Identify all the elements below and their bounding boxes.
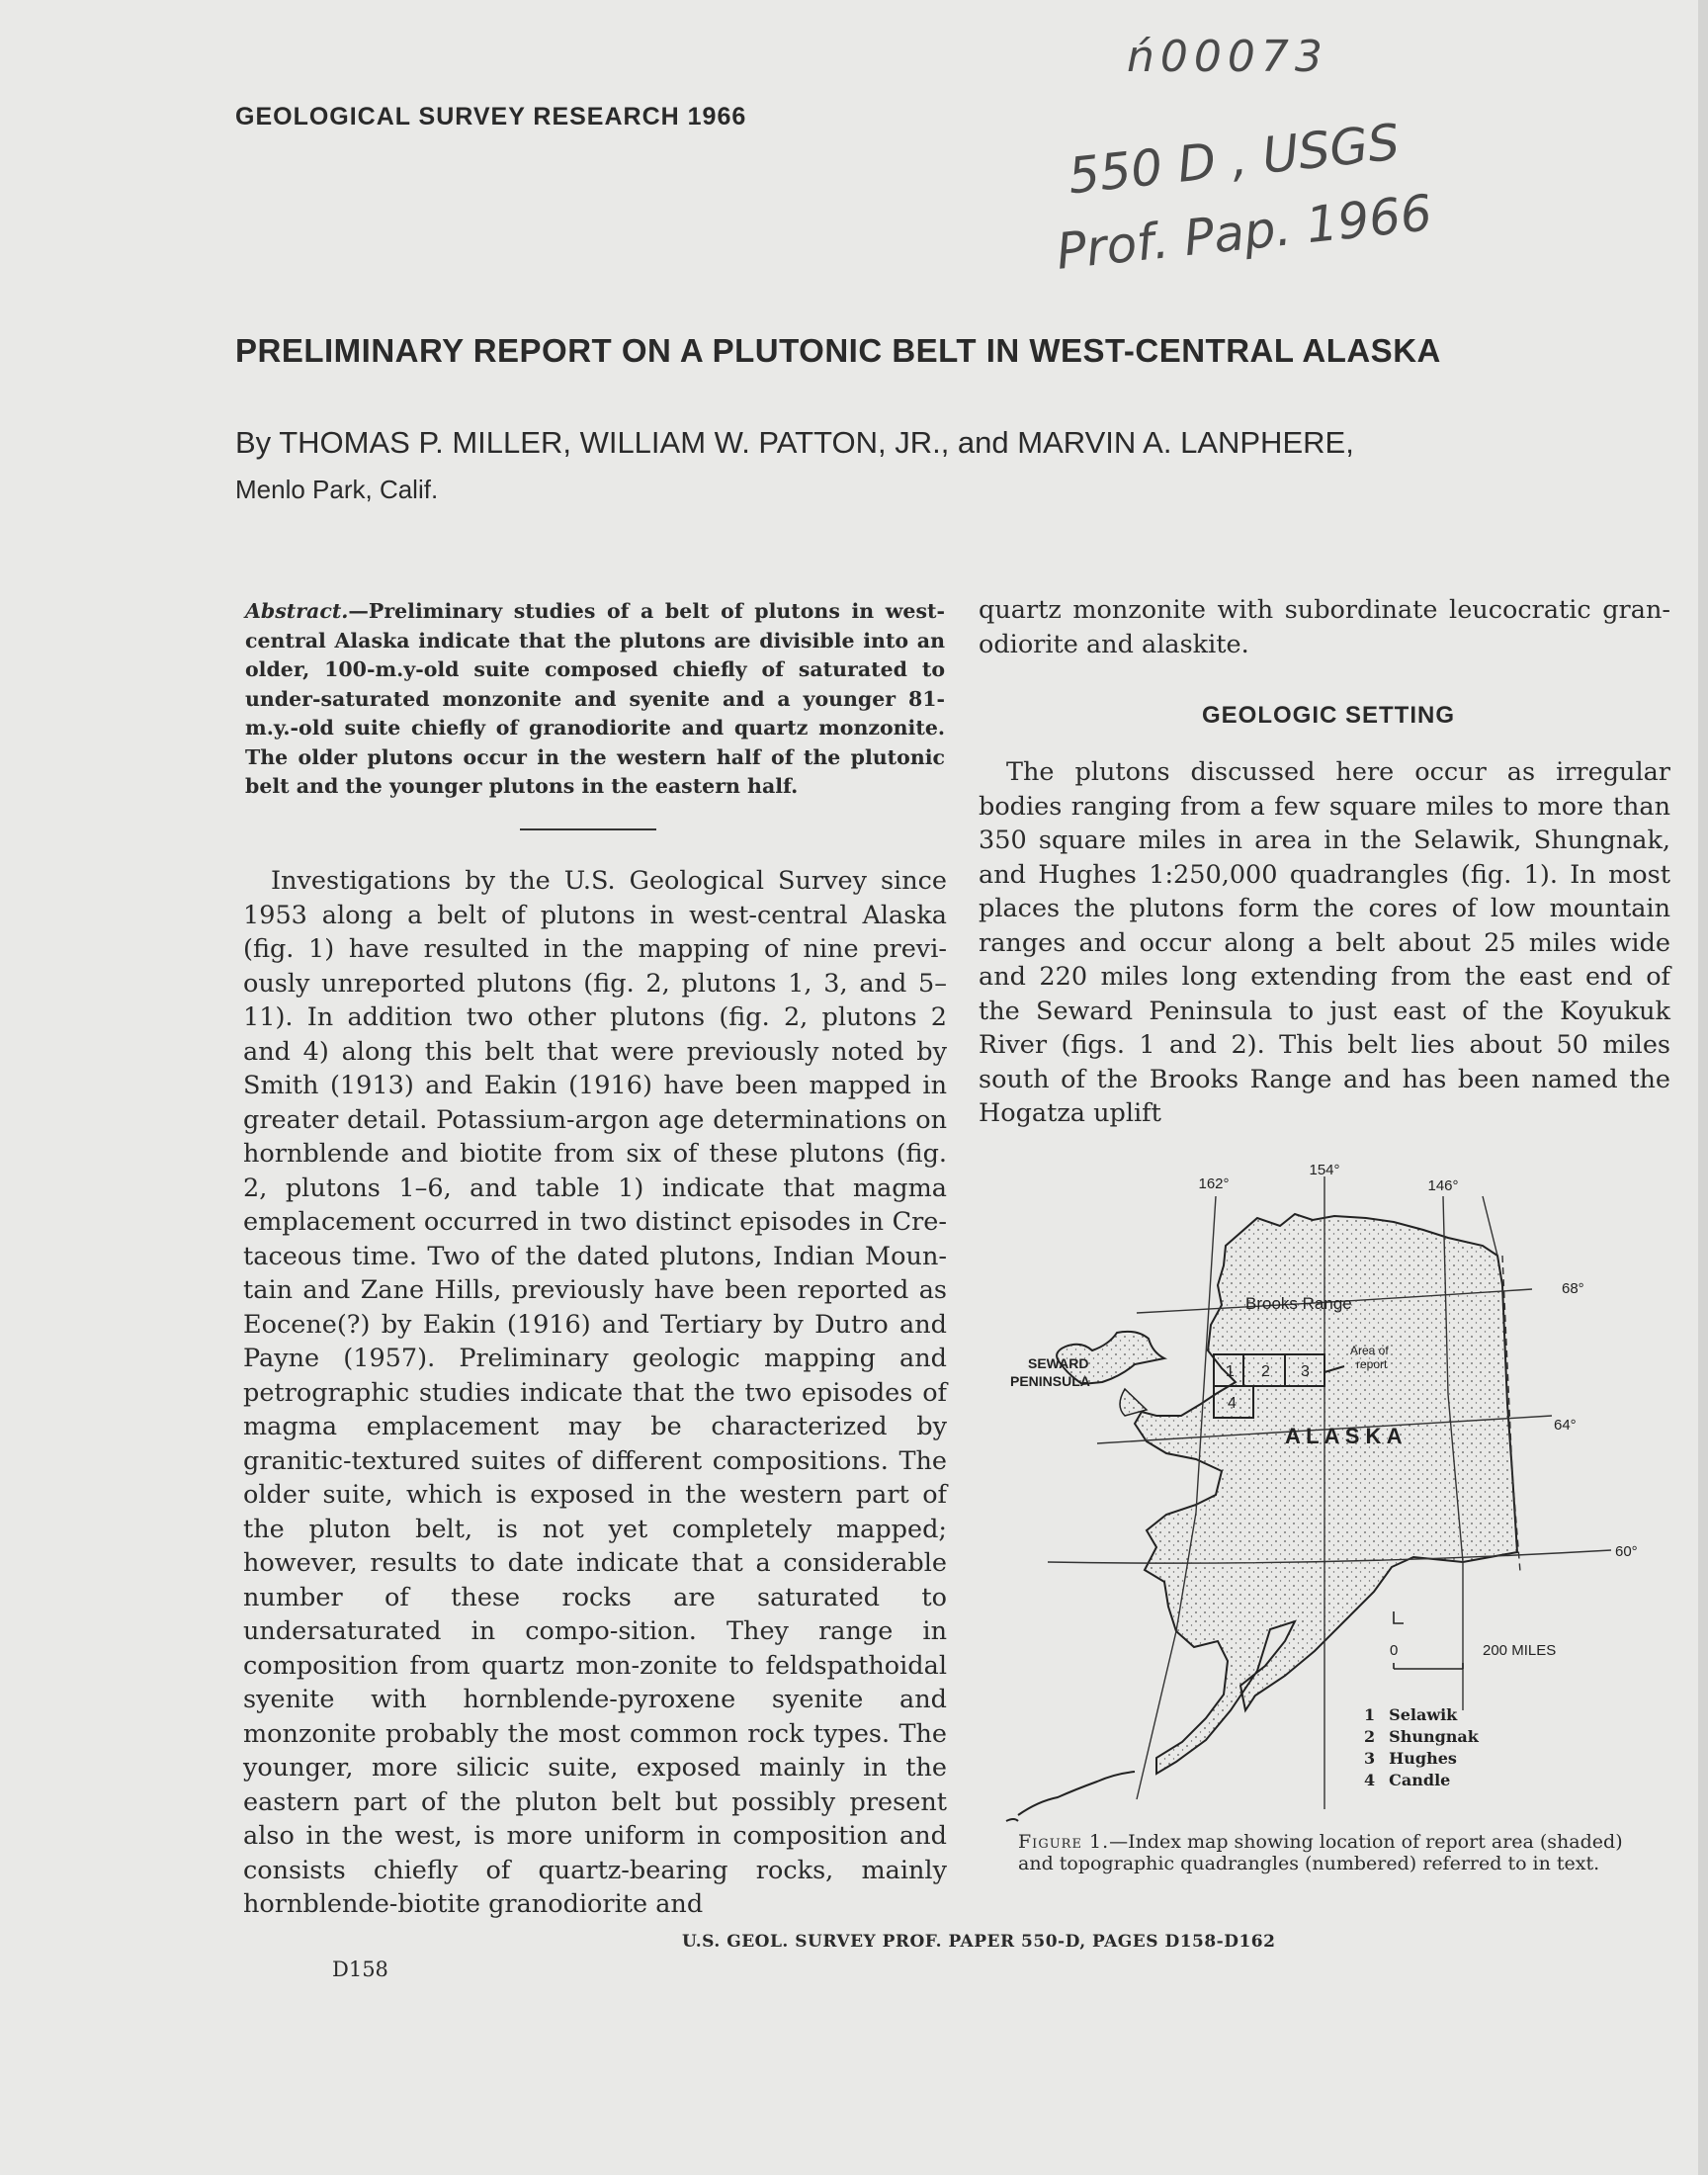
legend-name: Candle: [1389, 1771, 1451, 1789]
legend-item: [1364, 1749, 1457, 1768]
scale-bar: [1394, 1611, 1463, 1669]
series-header: GEOLOGICAL SURVEY RESEARCH 1966: [235, 103, 747, 130]
quad-2: 2: [1261, 1363, 1270, 1380]
legend-num: 1: [1364, 1705, 1376, 1724]
area-label-1: Area of: [1350, 1344, 1389, 1357]
legend-num: 4: [1364, 1771, 1376, 1789]
legend-name: Hughes: [1389, 1749, 1457, 1768]
page-number: D158: [332, 1958, 388, 1981]
brooks-range-label: Brooks Range: [1245, 1294, 1352, 1313]
figure-caption: [1018, 1831, 1651, 1874]
legend-item: [1364, 1705, 1458, 1724]
seward-label-1: SEWARD: [1028, 1355, 1089, 1371]
scale-label: 200 MILES: [1483, 1642, 1557, 1659]
section-divider: [520, 828, 656, 830]
author-affiliation: Menlo Park, Calif.: [235, 475, 439, 504]
quad-1: 1: [1226, 1363, 1235, 1380]
legend-num: 2: [1364, 1727, 1376, 1746]
body-column-right: The plutons discussed here occur as irregular bodies ranging from a few square miles to more than 350 square miles in area in the Selawik, Shungnak, and Hughes 1:250,000 quadrangles (fig. 1). In most places the plutons form the cores of low mountain ranges and occur along a belt about 25 miles wide and 220 miles long extending from the east end of the Seward Peninsula to just east of the Koyukuk River (figs. 1 and 2). This belt lies about 50 miles south of the Brooks Range and has been named the Hogatza uplift: [979, 757, 1670, 1128]
handwritten-number: ń00073: [1127, 32, 1328, 82]
lat-label-68: 68°: [1562, 1280, 1584, 1297]
scan-edge: [1698, 0, 1708, 2175]
lon-label-162: 162°: [1198, 1175, 1230, 1192]
citation-footer: U.S. GEOL. SURVEY PROF. PAPER 550-D, PAGES D158-D162: [682, 1932, 1276, 1952]
abstract-text: —Preliminary studies of a belt of plutons in west-central Alaska indicate that the plutons are divisible into an older, 100-m.y-old suite composed chiefly of saturated to under-saturated monzonite and syenite and a younger 81-m.y.-old suite chiefly of granodiorite and quartz monzonite. The older plutons occur in the western half of the plutonic belt and the younger plutons in the eastern half.: [245, 599, 945, 798]
caption-label: Figure 1.: [1018, 1831, 1110, 1853]
legend: [1364, 1705, 1480, 1789]
index-map: [998, 1157, 1670, 1829]
quad-4: 4: [1228, 1395, 1237, 1412]
area-label-2: report: [1356, 1357, 1388, 1371]
section-heading: GEOLOGIC SETTING: [1201, 702, 1455, 729]
caption-text: —Index map showing location of report area (shaded) and topographic quadrangles (numbered) referred to in text.: [1018, 1831, 1623, 1874]
article-authors: By THOMAS P. MILLER, WILLIAM W. PATTON, JR., and MARVIN A. LANPHERE,: [235, 425, 1354, 460]
legend-name: Shungnak: [1389, 1727, 1479, 1746]
lon-label-154: 154°: [1309, 1162, 1340, 1178]
article-title: PRELIMINARY REPORT ON A PLUTONIC BELT IN WEST-CENTRAL ALASKA: [235, 332, 1441, 369]
legend-num: 3: [1364, 1749, 1376, 1768]
handwritten-note-line2: Prof. Pap. 1966: [1054, 184, 1435, 281]
abstract-label: Abstract.: [245, 599, 349, 623]
lat-label-64: 64°: [1554, 1417, 1577, 1434]
body-column-left: Investigations by the U.S. Geological Survey since 1953 along a belt of plutons in west-central Alaska (fig. 1) have resulted in the mapping of nine previ-ously unreported plutons (fig. 2, plutons 1, 3, and 5–11). In addition two other plutons (fig. 2, plutons 2 and 4) along this belt that were previously noted by Smith (1913) and Eakin (1916) have been mapped in greater detail. Potassium-argon age determinations on hornblende and biotite from six of these plutons (fig. 2, plutons 1–6, and table 1) indicate that magma emplacement occurred in two distinct episodes in Cre-taceous time. Two of the dated plutons, Indian Moun-tain and Zane Hills, previously have been reported as Eocene(?) by Eakin (1916) and Tertiary by Dutro and Payne (1957). Preliminary geologic mapping and petrographic studies indicate that the two episodes of magma emplacement may be characterized by granitic-textured suites of different compositions. The older suite, which is exposed in the western part of the pluton belt, is not yet completely mapped; however, results to date indicate that a considerable number of these rocks are saturated to undersaturated in compo-sition. They range in composition from quartz mon-zonite to feldspathoidal syenite with hornblende-pyroxene syenite and monzonite probably the most common rock types. The younger, more silicic suite, exposed mainly in the eastern part of the pluton belt but possibly present also in the west, is more uniform in composition and consists chiefly of quartz-bearing rocks, mainly hornblende-biotite granodiorite and: [243, 866, 947, 1919]
legend-item: [1364, 1771, 1450, 1789]
legend-name: Selawik: [1389, 1705, 1458, 1724]
handwritten-note-line1: 550 D , USGS: [1065, 113, 1403, 206]
scale-zero: 0: [1390, 1642, 1399, 1659]
alaska-label: A L A S K A: [1285, 1424, 1403, 1448]
abstract: [245, 597, 945, 802]
body-column-right-continuation: quartz monzonite with subordinate leucocratic gran-odiorite and alaskite.: [979, 595, 1670, 659]
legend-item: [1364, 1727, 1480, 1746]
lat-label-60: 60°: [1615, 1543, 1638, 1560]
seward-label-2: PENINSULA: [1010, 1373, 1090, 1389]
lon-label-146: 146°: [1427, 1177, 1459, 1194]
quad-3: 3: [1301, 1363, 1310, 1380]
